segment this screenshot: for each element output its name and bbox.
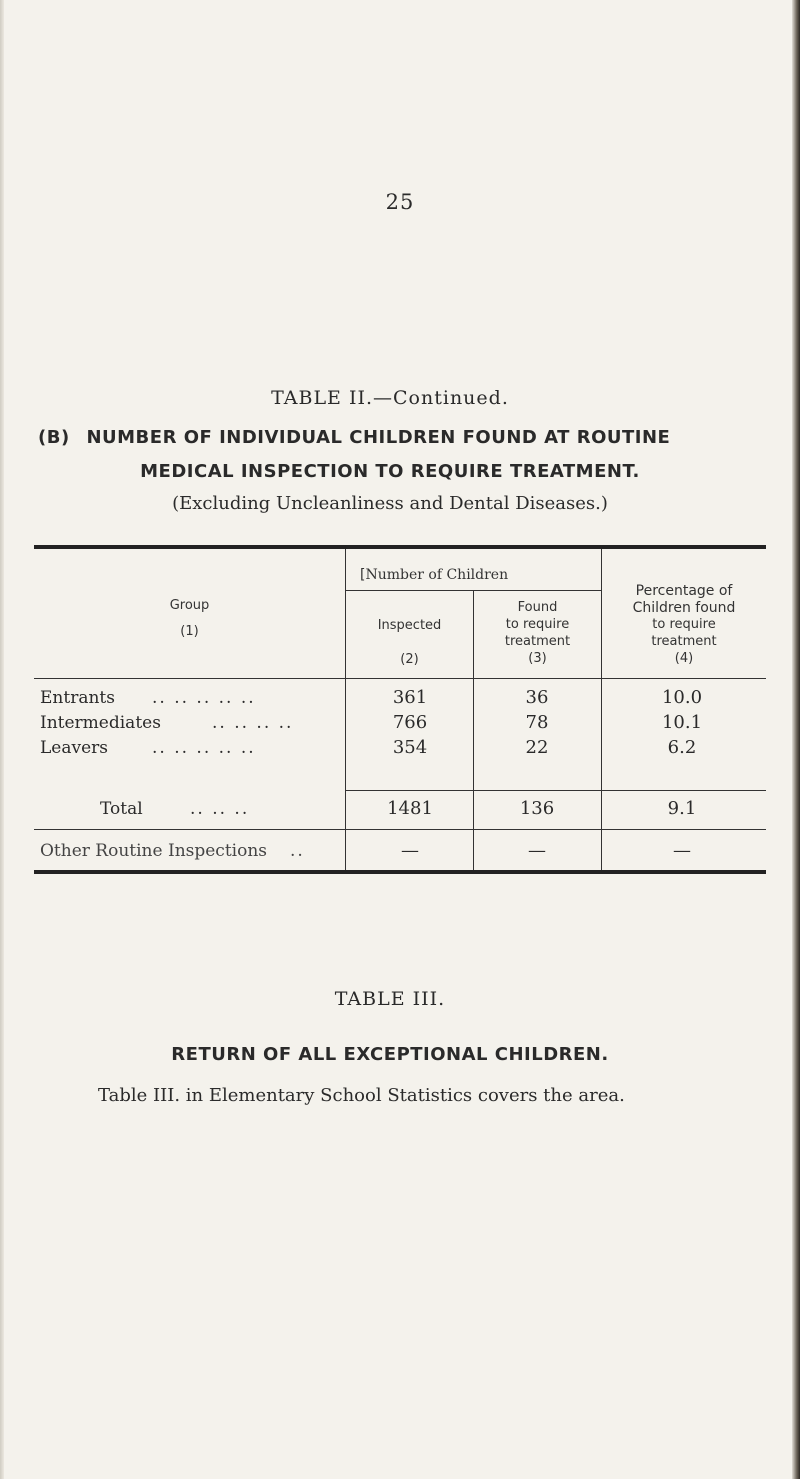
other-inspected: —	[401, 840, 419, 861]
total-inspected: 1481	[387, 798, 433, 819]
table-iii-text: Table III. in Elementary School Statistics covers the area.	[98, 1085, 625, 1106]
section-marker: (B)	[38, 427, 70, 448]
page-left-edge	[0, 0, 4, 1479]
header-span-rule	[345, 590, 601, 591]
total-bottom-rule	[34, 829, 766, 830]
header-pct-num: (4)	[674, 651, 694, 666]
header-found-num: (3)	[528, 651, 547, 666]
total-found: 136	[519, 798, 555, 819]
other-inspections-label: Other Routine Inspections ..	[40, 841, 305, 861]
header-group: Group	[169, 598, 210, 613]
header-inspected-num: (2)	[400, 652, 419, 667]
header-inspected: Inspected	[377, 618, 442, 633]
header-pct-line2: Children found	[632, 600, 736, 616]
header-bottom-rule	[34, 678, 766, 679]
header-found-line2: to require	[505, 617, 570, 632]
table-row-pct: 6.2	[667, 737, 697, 758]
table-row-found: 36	[525, 687, 549, 708]
table-ii-title: TABLE II.—Continued.	[271, 387, 509, 409]
table-ii-heading-line2: MEDICAL INSPECTION TO REQUIRE TREATMENT.	[140, 461, 640, 482]
other-pct: —	[673, 840, 691, 861]
table-ii-heading-line1	[38, 427, 670, 448]
table-iii-heading: RETURN OF ALL EXCEPTIONAL CHILDREN.	[171, 1044, 609, 1065]
header-number-of-children: [Number of Children	[360, 567, 509, 583]
table-row-label: Intermediates .. .. .. ..	[40, 713, 294, 733]
table-top-rule	[34, 545, 766, 549]
total-top-rule	[345, 790, 766, 791]
table-row-inspected: 361	[392, 687, 428, 708]
table-row-found: 78	[525, 712, 549, 733]
header-group-num: (1)	[180, 624, 199, 639]
header-pct-line4: treatment	[651, 634, 717, 649]
table-row-pct: 10.1	[661, 712, 703, 733]
table-iii-title: TABLE III.	[334, 988, 446, 1010]
table-bottom-rule	[34, 870, 766, 874]
header-found-line3: treatment	[504, 634, 571, 649]
heading-text-line1: NUMBER OF INDIVIDUAL CHILDREN FOUND AT ROUTINE	[86, 427, 671, 448]
col-divider-1	[345, 549, 346, 872]
total-label: Total .. .. ..	[100, 799, 250, 819]
header-pct-line1: Percentage of	[635, 583, 733, 599]
page-binding-edge	[792, 0, 800, 1479]
table-row-inspected: 354	[392, 737, 428, 758]
table-row-pct: 10.0	[661, 687, 703, 708]
table-row-label: Entrants .. .. .. .. ..	[40, 688, 256, 708]
table-row-label: Leavers .. .. .. .. ..	[40, 738, 256, 758]
other-found: —	[528, 840, 546, 861]
header-found-line1: Found	[517, 600, 558, 615]
table-ii-subtitle: (Excluding Uncleanliness and Dental Diseases.)	[172, 493, 608, 514]
page-number: 25	[385, 190, 415, 214]
total-pct: 9.1	[667, 798, 697, 819]
table-row-inspected: 766	[392, 712, 428, 733]
table-row-found: 22	[525, 737, 549, 758]
header-pct-line3: to require	[652, 617, 716, 632]
